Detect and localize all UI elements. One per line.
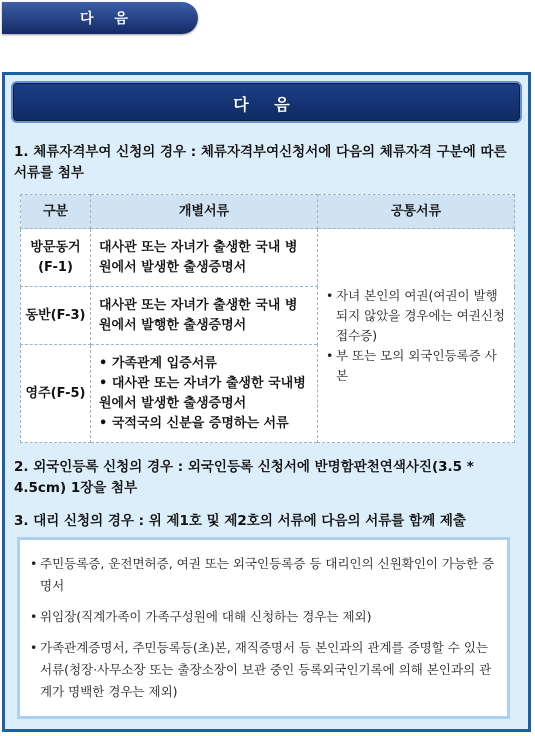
common-doc-1: • 자녀 본인의 여권(여권이 발행되지 않았을 경우에는 여권신청접수증) bbox=[326, 286, 508, 346]
document-table bbox=[20, 194, 515, 443]
docs-f5-3: • 국적국의 신분을 증명하는 서류 bbox=[99, 415, 289, 431]
item-2: 2. 외국인등록 신청의 경우 : 외국인등록 신청서에 반명함판천연색사진(3.5 * 4.5cm) 1장을 첨부 bbox=[14, 459, 474, 496]
category-f5: 영주(F-5) bbox=[21, 345, 91, 443]
proxy-doc-2: • 위임장(직계가족이 가족구성원에 대해 신청하는 경우는 제외) bbox=[30, 606, 497, 628]
docs-f3: 대사관 또는 자녀가 출생한 국내 병원에서 발행한 출생증명서 bbox=[91, 287, 318, 345]
proxy-doc-1: • 주민등록증, 운전면허증, 여권 또는 외국인등록증 등 대리인의 신원확인이 가능한 증명서 bbox=[30, 553, 497, 597]
docs-f1: 대사관 또는 자녀가 출생한 국내 병원에서 발생한 출생증명서 bbox=[91, 229, 318, 287]
header-title: 다 음 bbox=[233, 95, 300, 114]
common-doc-2: • 부 또는 모의 외국인등록증 사본 bbox=[326, 346, 508, 386]
header-band bbox=[11, 81, 522, 123]
tab-title: 다 음 bbox=[80, 11, 136, 27]
proxy-doc-3: • 가족관계증명서, 주민등록등(초)본, 재직증명서 등 본인과의 관계를 증명할 수 있는 서류(청장·사무소장 또는 출장소장이 보관 중인 등록외국인기록에 의해 본인과의 관계가 명백한 경우는 제외) bbox=[30, 637, 497, 703]
item-3: 3. 대리 신청의 경우 : 위 제1호 및 제2호의 서류에 다음의 서류를 함께 제출 bbox=[14, 513, 466, 529]
header-category: 구분 bbox=[21, 195, 91, 229]
category-f3: 동반(F-3) bbox=[21, 287, 91, 345]
category-f1: 방문동거(F-1) bbox=[21, 229, 91, 287]
docs-f5-2: • 대사관 또는 자녀가 출생한 국내병원에서 발생한 출생증명서 bbox=[99, 375, 306, 411]
item-1: 1. 체류자격부여 신청의 경우 : 체류자격부여신청서에 다음의 체류자격 구분에 따른 서류를 첨부 bbox=[14, 144, 507, 181]
header-individual: 개별서류 bbox=[91, 195, 318, 229]
top-tab bbox=[2, 2, 198, 34]
proxy-docs-box bbox=[17, 537, 510, 719]
docs-f5 bbox=[91, 345, 318, 443]
docs-f5-1: • 가족관계 입증서류 bbox=[99, 355, 217, 371]
header-common: 공통서류 bbox=[318, 195, 515, 229]
common-docs bbox=[318, 229, 515, 443]
